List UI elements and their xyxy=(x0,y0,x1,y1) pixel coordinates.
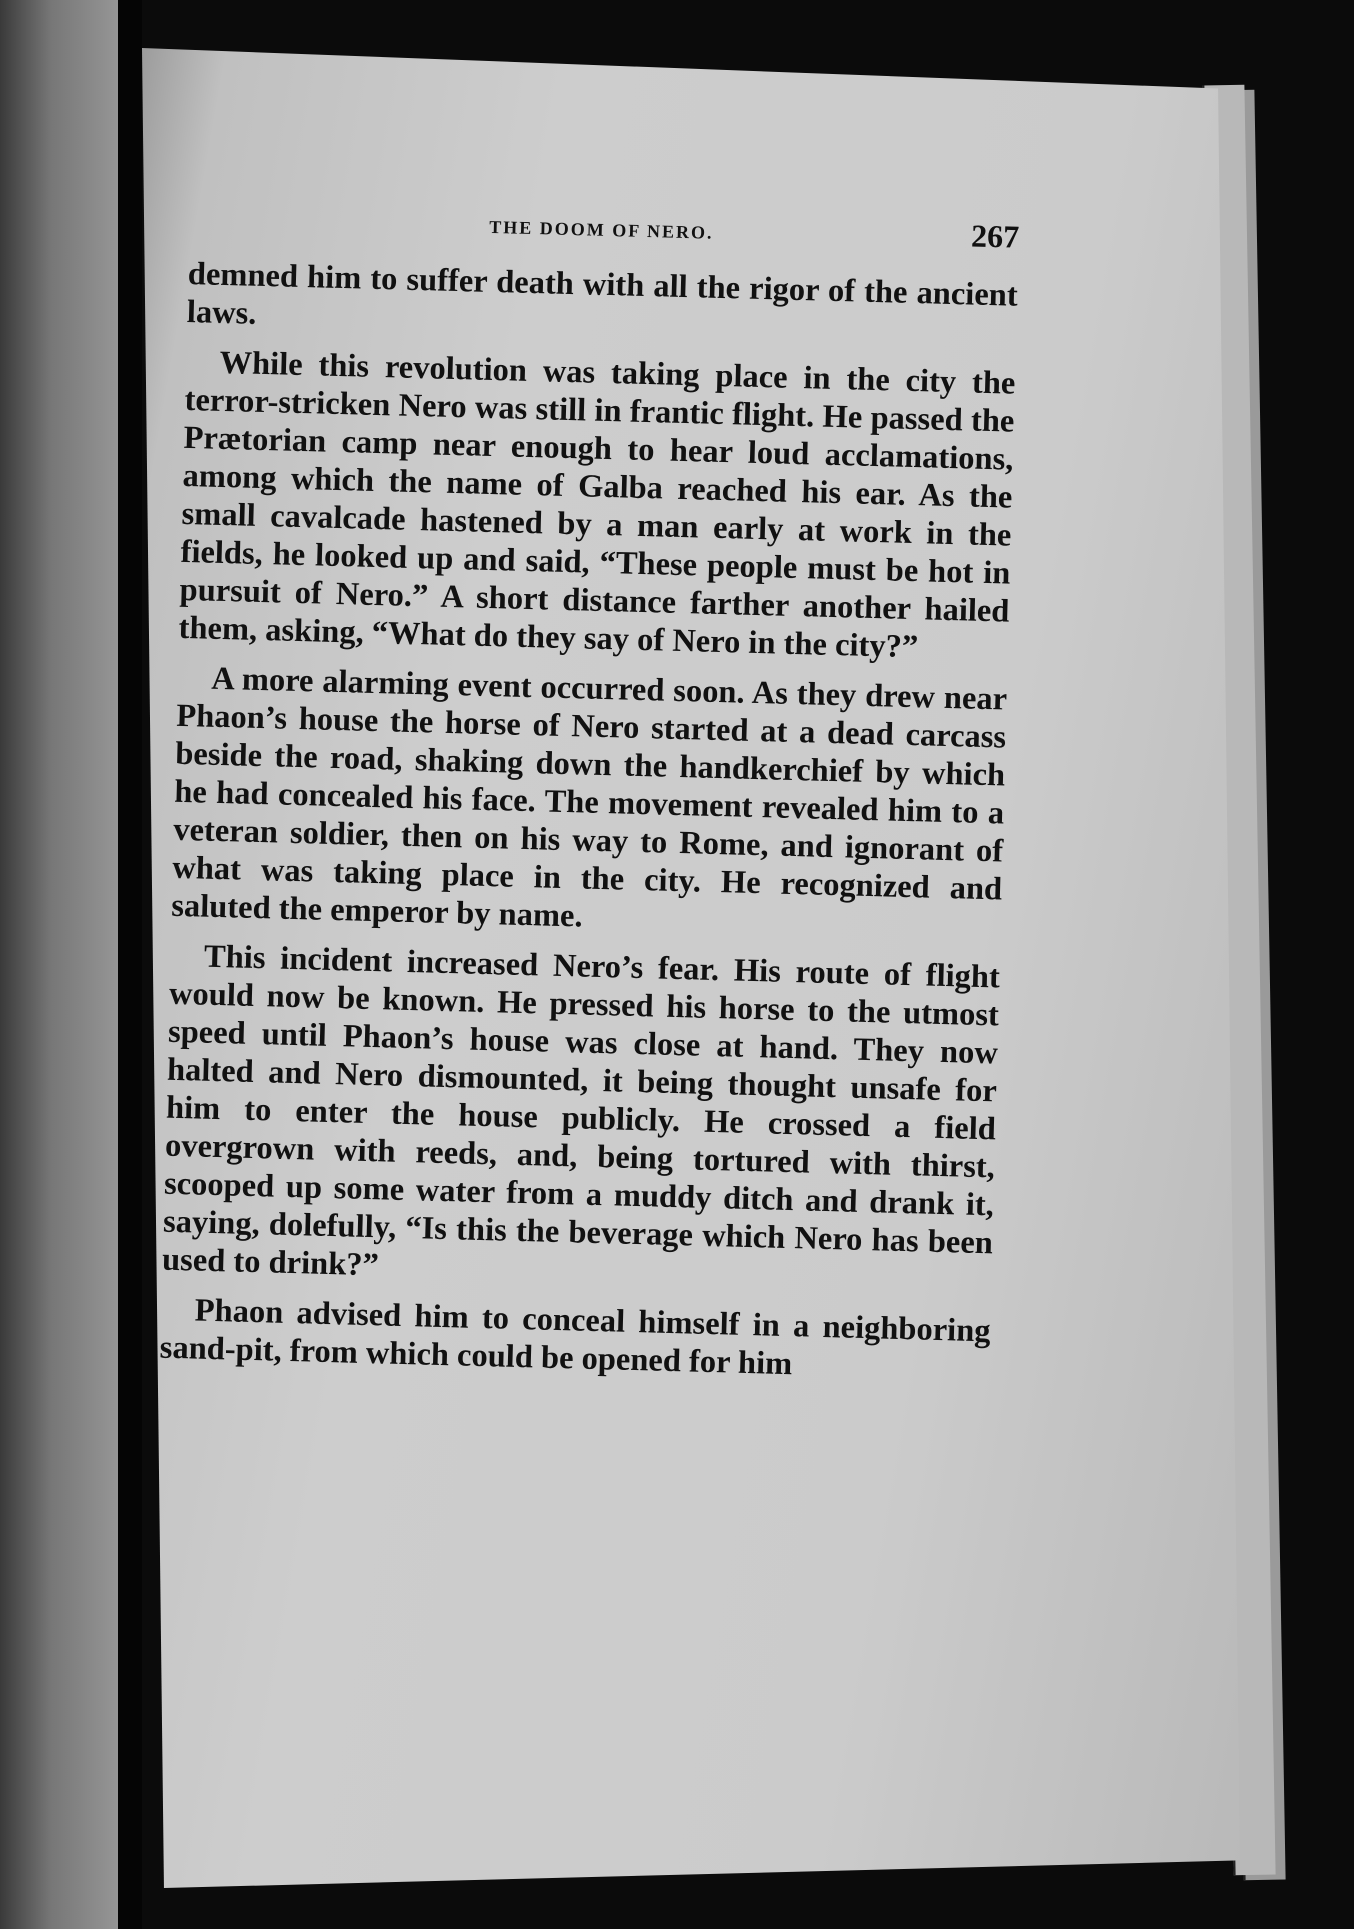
book-binding-shadow xyxy=(118,0,142,1929)
paragraph: A more alarming event occurred soon. As they drew near Phaon’s house the horse of Nero started at a dead carcass beside the road, shaking down the handkerchief by which he had concealed his face. The movement revealed him to a veteran soldier, then on his way to Rome, and ignorant of what was taking place in the city. He recognized and saluted the emperor by name. xyxy=(170,660,1008,935)
page-number: 267 xyxy=(970,217,1020,255)
facing-page-edge xyxy=(0,0,128,1929)
paragraph: demned him to suffer death with all the rigor of the ancient laws. xyxy=(186,255,1019,332)
page-text-block xyxy=(159,195,1019,1388)
paragraph: This incident increased Nero’s fear. His route of flight would now be known. He pressed his horse to the utmost speed until Phaon’s house was close at hand. They now halted and Nero dismounted, it being thought unsafe for him to enter the house publicly. He crossed a field overgrown with reeds, and, being tortured with thirst, scooped up some water from a muddy ditch and drank it, saying, dolefully, “Is this the beverage which Nero has been used to drink?” xyxy=(161,938,1001,1284)
running-head: THE DOOM OF NERO. xyxy=(489,216,714,243)
paragraph: While this revolution was taking place in the city the terror-stricken Nero was still in frantic flight. He passed the Prætorian camp near enough to hear loud acclamations, among which the name of Galba reached his ear. As the small cavalcade hastened by a man early at work in the fields, he looked up and said, “These people must be hot in pursuit of Nero.” A short distance farther another hailed them, asking, “What do they say of Nero in the city?” xyxy=(178,344,1016,666)
paragraph: Phaon advised him to conceal himself in a neighboring sand-pit, from which could be opened for him xyxy=(159,1292,991,1383)
